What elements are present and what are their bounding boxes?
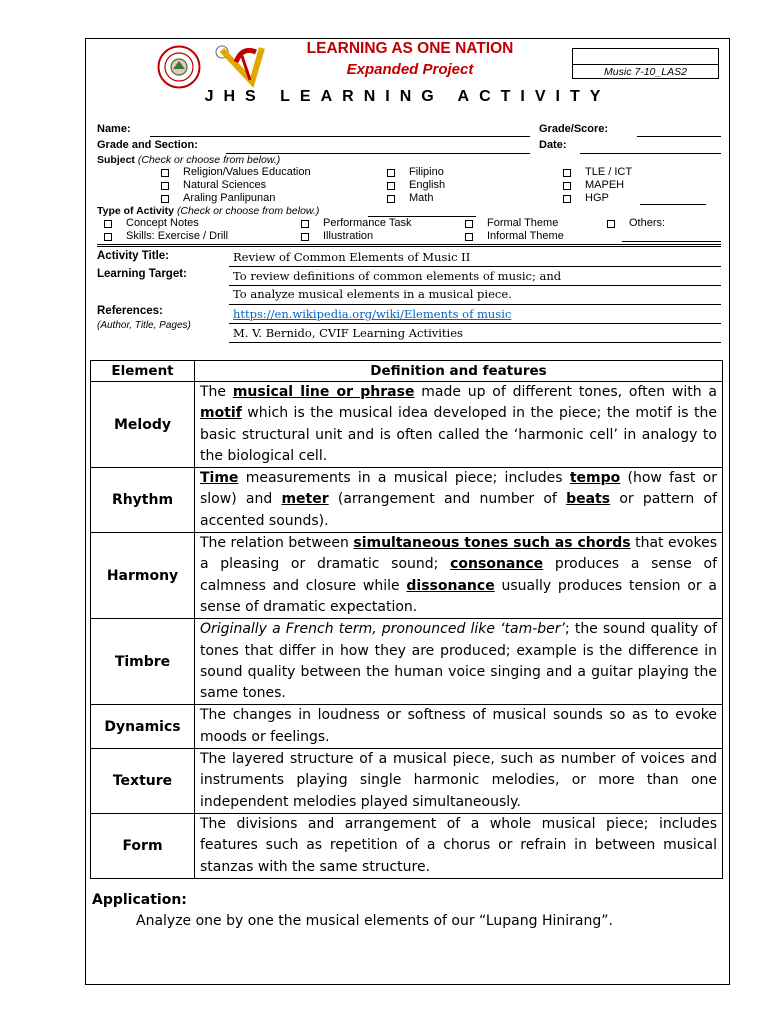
activity-heading: JHS LEARNING ACTIVITY <box>204 88 611 105</box>
definition-text: The layered structure of a musical piece, such as number of voices and instruments playing single harmonic melodies, or more than one independent melodies played simultaneously. <box>200 751 717 810</box>
project-subtitle: Expanded Project <box>346 61 474 78</box>
keyword: dissonance <box>406 577 495 594</box>
grade-score-field[interactable] <box>637 136 721 137</box>
table-row <box>91 533 723 619</box>
header-definition: Definition and features <box>195 361 723 382</box>
keyword: meter <box>281 491 329 508</box>
element-name: Harmony <box>91 533 195 619</box>
table-row <box>91 749 723 814</box>
grade-section-label: Grade and Section: <box>97 139 198 151</box>
element-definition <box>195 813 723 878</box>
table-row <box>91 705 723 749</box>
header-element: Element <box>91 361 195 382</box>
keyword: musical line or phrase <box>232 384 415 400</box>
name-label: Name: <box>97 123 131 135</box>
date-field[interactable] <box>580 153 721 154</box>
underline <box>229 304 721 305</box>
keyword: consonance <box>450 556 544 573</box>
name-field[interactable] <box>150 136 530 137</box>
element-name: Timbre <box>91 619 195 705</box>
elements-table <box>90 360 723 879</box>
reference-2: M. V. Bernido, CVIF Learning Activities <box>233 326 463 340</box>
element-name: Form <box>91 813 195 878</box>
activity-type-label: Type of Activity (Check or choose from below.) <box>97 205 320 217</box>
project-title: LEARNING AS ONE NATION <box>306 40 514 57</box>
keyword: motif <box>200 405 242 422</box>
keyword: simultaneous tones such as chords <box>353 535 631 552</box>
underline <box>229 323 721 324</box>
element-name: Rhythm <box>91 468 195 533</box>
element-name: Melody <box>91 382 195 468</box>
definition-text: measurements in a musical piece; includes <box>238 470 570 487</box>
table-row <box>91 468 723 533</box>
reference-link[interactable]: https://en.wikipedia.org/wiki/Elements of music <box>233 307 512 321</box>
definition-text: which is the musical idea developed in the piece; the motif is the basic structural unit and is often called the ‘harmonic cell’ in analogy to the biological cell. <box>200 405 717 464</box>
activity-title-value: Review of Common Elements of Music II <box>233 250 471 264</box>
definition-text: The <box>200 384 233 400</box>
definition-text: Originally a French term, pronounced like ‘tam-ber’ <box>200 621 565 638</box>
learning-target-2: To analyze musical elements in a musical piece. <box>233 287 512 301</box>
grade-score-label: Grade/Score: <box>539 123 609 135</box>
activity-title-label: Activity Title: <box>97 250 169 262</box>
learning-target-1: To review definitions of common elements of music; and <box>233 269 562 283</box>
others-field[interactable] <box>622 241 721 242</box>
underline <box>229 342 721 343</box>
table-row <box>91 619 723 705</box>
date-label: Date: <box>539 139 567 151</box>
underline <box>229 266 721 267</box>
definition-text: The relation between <box>200 535 354 552</box>
element-definition <box>195 619 723 705</box>
references-label: References: <box>97 305 163 317</box>
keyword: tempo <box>569 470 621 487</box>
definition-text: ; the sound quality of tones that differ in how they are produced; example is the difference in sound quality between the human voice singing and a guitar playing the same tones. <box>200 621 717 702</box>
definition-text: The divisions and arrangement of a whole musical piece; includes features such as repetition of a chorus or refrain in between musical stanzas with the same structure. <box>200 815 717 875</box>
table-row <box>91 813 723 878</box>
references-hint: (Author, Title, Pages) <box>97 320 191 331</box>
school-seal-logo <box>157 45 201 89</box>
element-definition <box>195 382 723 468</box>
section-divider <box>97 244 721 247</box>
definition-text: The changes in loudness or softness of musical sounds so as to evoke moods or feelings. <box>200 707 717 745</box>
definition-text: or pattern of accented sounds). <box>200 491 718 529</box>
subject-label: Subject (Check or choose from below.) <box>97 154 281 166</box>
keyword: beats <box>566 491 611 508</box>
table-row <box>91 382 723 468</box>
definition-text: (arrangement and number of <box>328 491 567 508</box>
activity-code: Music 7-10_LAS2 <box>604 66 687 78</box>
keyword: Time <box>200 470 239 487</box>
element-definition <box>195 749 723 814</box>
underline <box>229 285 721 286</box>
hgp-line <box>640 204 706 205</box>
application-text: Analyze one by one the musical elements of our “Lupang Hinirang”. <box>136 913 613 929</box>
element-name: Texture <box>91 749 195 814</box>
element-definition <box>195 705 723 749</box>
definition-text: that evokes a pleasing or dramatic sound; <box>200 535 717 573</box>
definition-text: made up of different tones, often with a <box>414 384 717 400</box>
application-label: Application: <box>92 892 187 908</box>
definition-text: usually produces tension or a sense of dramatic expectation. <box>200 577 717 615</box>
definition-text: produces a sense of calmness and closure while <box>200 556 717 594</box>
definition-text: (how fast or slow) and <box>200 470 717 508</box>
element-definition <box>195 533 723 619</box>
element-definition <box>195 468 723 533</box>
code-box <box>572 48 719 79</box>
learning-target-label: Learning Target: <box>97 268 187 280</box>
element-name: Dynamics <box>91 705 195 749</box>
